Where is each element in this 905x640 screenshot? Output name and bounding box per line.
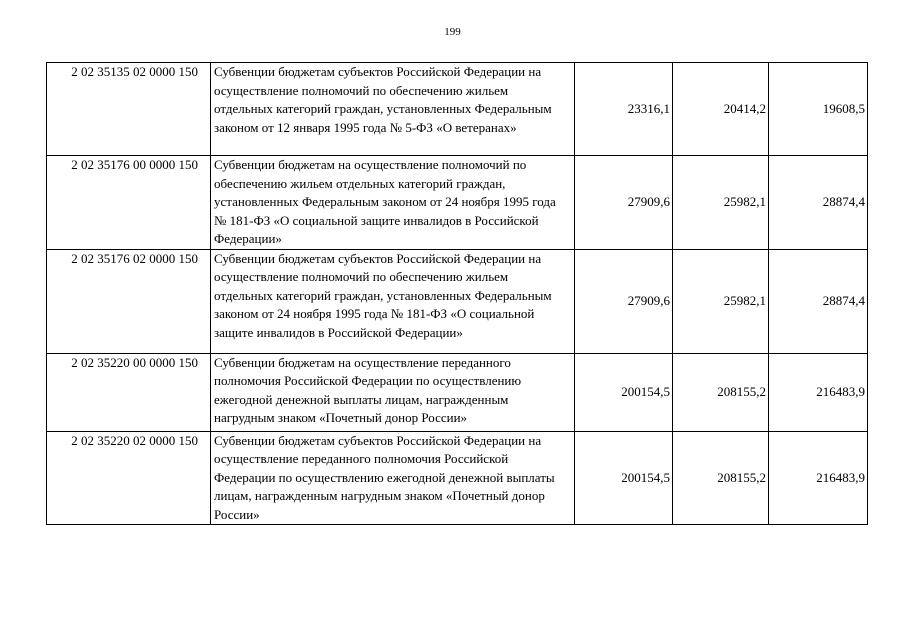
budget-code-cell: 2 02 35135 02 0000 150 [47,63,211,156]
table-row [47,156,868,250]
value-1-cell: 27909,6 [575,249,673,353]
value-3-cell: 19608,5 [769,63,868,156]
table-row [47,431,868,525]
value-3-cell: 216483,9 [769,353,868,431]
value-2-cell: 208155,2 [673,431,769,525]
value-2-cell: 20414,2 [673,63,769,156]
table-row [47,63,868,156]
budget-code-cell: 2 02 35220 02 0000 150 [47,431,211,525]
value-2-cell: 208155,2 [673,353,769,431]
table-row [47,249,868,353]
value-2-cell: 25982,1 [673,156,769,250]
value-1-cell: 200154,5 [575,431,673,525]
budget-code-cell: 2 02 35220 00 0000 150 [47,353,211,431]
table-row [47,353,868,431]
budget-code-cell: 2 02 35176 00 0000 150 [47,156,211,250]
value-3-cell: 28874,4 [769,249,868,353]
value-2-cell: 25982,1 [673,249,769,353]
description-cell: Субвенции бюджетам на осуществление полномочий по обеспечению жильем отдельных категорий граждан, установленных Федеральным законом от 24 ноября 1995 года № 181-ФЗ «О социальной защите инвалидов в Российской Федерации» [211,156,575,250]
value-3-cell: 28874,4 [769,156,868,250]
description-cell: Субвенции бюджетам субъектов Российской Федерации на осуществление полномочий по обеспечению жильем отдельных категорий граждан, установленных Федеральным законом от 12 января 1995 года № 5-ФЗ «О ветеранах» [211,63,575,156]
budget-code-cell: 2 02 35176 02 0000 150 [47,249,211,353]
description-cell: Субвенции бюджетам на осуществление переданного полномочия Российской Федерации по осуществлению ежегодной денежной выплаты лицам, награжденным нагрудным знаком «Почетный донор России» [211,353,575,431]
description-cell: Субвенции бюджетам субъектов Российской Федерации на осуществление полномочий по обеспечению жильем отдельных категорий граждан, установленных Федеральным законом от 24 ноября 1995 года № 181-ФЗ «О социальной защите инвалидов в Российской Федерации» [211,249,575,353]
page-number: 199 [444,26,461,38]
value-1-cell: 23316,1 [575,63,673,156]
value-1-cell: 27909,6 [575,156,673,250]
value-1-cell: 200154,5 [575,353,673,431]
description-cell: Субвенции бюджетам субъектов Российской Федерации на осуществление переданного полномочия Российской Федерации по осуществлению ежегодной денежной выплаты лицам, награжденным нагрудным знаком «Почетный донор России» [211,431,575,525]
budget-table [46,62,868,525]
value-3-cell: 216483,9 [769,431,868,525]
